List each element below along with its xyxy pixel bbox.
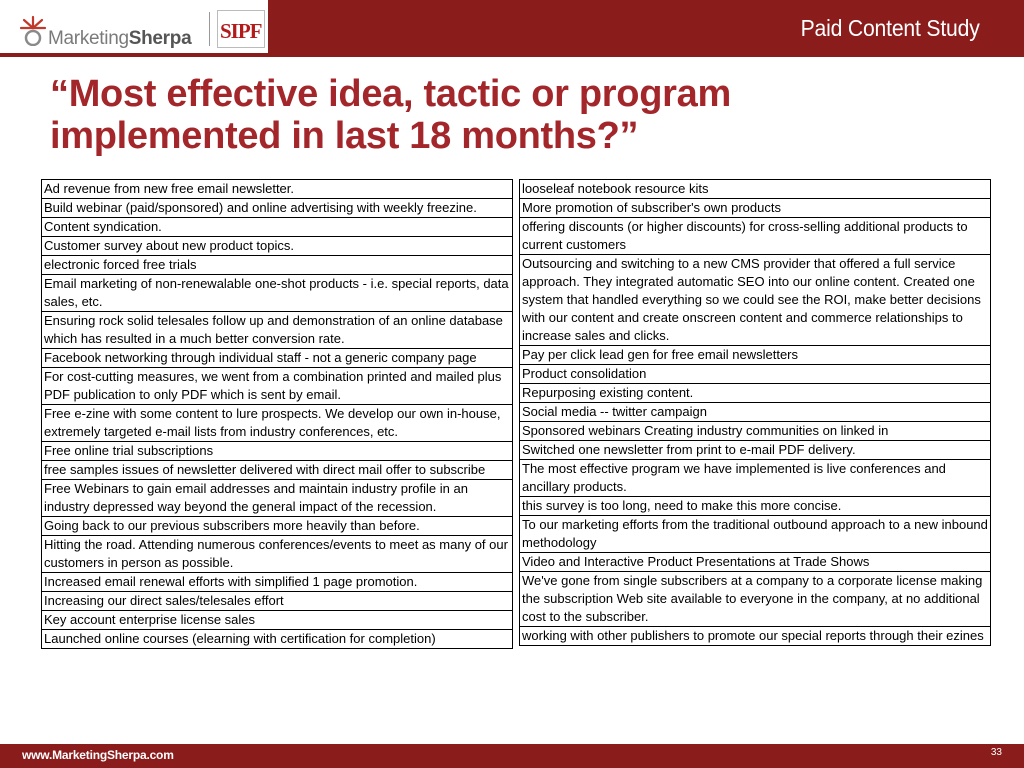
sunburst-logo-icon <box>18 14 48 46</box>
response-cell: Key account enterprise license sales <box>42 611 513 630</box>
table-row <box>520 497 991 516</box>
response-cell: Email marketing of non-renewalable one-shot products - i.e. special reports, data sales, etc. <box>42 275 513 312</box>
response-cell: Social media -- twitter campaign <box>520 403 991 422</box>
headline-line-1: “Most effective idea, tactic or program <box>50 73 731 115</box>
table-row <box>520 346 991 365</box>
table-row <box>520 218 991 255</box>
table-row <box>42 312 513 349</box>
marketingsherpa-logo <box>18 8 198 50</box>
table-row <box>42 275 513 312</box>
response-cell: electronic forced free trials <box>42 256 513 275</box>
table-row <box>42 349 513 368</box>
page-number: 33 <box>990 747 1002 758</box>
header-banner <box>268 0 1024 53</box>
table-row <box>520 460 991 497</box>
table-row <box>42 573 513 592</box>
study-title: Paid Content Study <box>800 15 980 41</box>
table-row <box>520 516 991 553</box>
table-row <box>42 199 513 218</box>
response-cell: We've gone from single subscribers at a company to a corporate license making the subscription Web site available to everyone in the company, at no additional cost to the subscriber. <box>520 572 991 627</box>
response-cell: Product consolidation <box>520 365 991 384</box>
table-row <box>520 403 991 422</box>
response-cell: Increasing our direct sales/telesales effort <box>42 592 513 611</box>
sipf-logo: SIPF <box>217 10 265 48</box>
table-row <box>42 256 513 275</box>
response-cell: Pay per click lead gen for free email newsletters <box>520 346 991 365</box>
response-cell: The most effective program we have implemented is live conferences and ancillary products. <box>520 460 991 497</box>
footer-bar <box>0 744 1024 768</box>
response-cell: Switched one newsletter from print to e-mail PDF delivery. <box>520 441 991 460</box>
table-row <box>42 442 513 461</box>
logo-wordmark: MarketingSherpa <box>48 28 192 49</box>
response-cell: Video and Interactive Product Presentations at Trade Shows <box>520 553 991 572</box>
table-row <box>42 611 513 630</box>
responses-table-right <box>519 179 991 646</box>
table-row <box>42 461 513 480</box>
response-cell: Facebook networking through individual staff - not a generic company page <box>42 349 513 368</box>
table-row <box>42 592 513 611</box>
table-row <box>520 384 991 403</box>
response-cell: Free online trial subscriptions <box>42 442 513 461</box>
table-row <box>42 218 513 237</box>
logo-divider <box>209 12 210 46</box>
table-row <box>42 480 513 517</box>
response-cell: Content syndication. <box>42 218 513 237</box>
response-cell: Launched online courses (elearning with certification for completion) <box>42 630 513 649</box>
response-cell: To our marketing efforts from the traditional outbound approach to a new inbound methodology <box>520 516 991 553</box>
table-row <box>42 368 513 405</box>
table-row <box>520 422 991 441</box>
response-cell: working with other publishers to promote our special reports through their ezines <box>520 627 991 646</box>
response-cell: Free Webinars to gain email addresses and maintain industry profile in an industry depressed way beyond the general impact of the recession. <box>42 480 513 517</box>
table-row <box>520 627 991 646</box>
response-cell: this survey is too long, need to make this more concise. <box>520 497 991 516</box>
response-cell: looseleaf notebook resource kits <box>520 180 991 199</box>
response-cell: Ensuring rock solid telesales follow up and demonstration of an online database which has resulted in a much better conversion rate. <box>42 312 513 349</box>
table-row <box>42 237 513 256</box>
responses-table-left <box>41 179 513 649</box>
table-row <box>42 536 513 573</box>
response-cell: Increased email renewal efforts with simplified 1 page promotion. <box>42 573 513 592</box>
table-row <box>520 572 991 627</box>
table-row <box>42 630 513 649</box>
table-row <box>520 199 991 218</box>
response-cell: Hitting the road. Attending numerous conferences/events to meet as many of our customers in person as possible. <box>42 536 513 573</box>
response-cell: More promotion of subscriber's own products <box>520 199 991 218</box>
table-row <box>520 255 991 346</box>
response-cell: For cost-cutting measures, we went from a combination printed and mailed plus PDF publication to only PDF which is sent by email. <box>42 368 513 405</box>
response-cell: Repurposing existing content. <box>520 384 991 403</box>
response-cell: Going back to our previous subscribers more heavily than before. <box>42 517 513 536</box>
response-cell: offering discounts (or higher discounts) for cross-selling additional products to current customers <box>520 218 991 255</box>
response-cell: Outsourcing and switching to a new CMS provider that offered a full service approach. They integrated automatic SEO into our online content. Created one system that handled everything so we could see the ROI, make better decisions with our content and create onscreen content and commerce relationships to increase sales and clicks. <box>520 255 991 346</box>
table-row <box>42 405 513 442</box>
footer-url: www.MarketingSherpa.com <box>22 748 174 762</box>
response-cell: Ad revenue from new free email newsletter. <box>42 180 513 199</box>
table-row <box>520 553 991 572</box>
table-row <box>520 180 991 199</box>
response-cell: Build webinar (paid/sponsored) and online advertising with weekly freezine. <box>42 199 513 218</box>
table-row <box>42 517 513 536</box>
header-bar <box>0 0 1024 57</box>
table-row <box>520 441 991 460</box>
response-cell: free samples issues of newsletter delivered with direct mail offer to subscribe <box>42 461 513 480</box>
table-row <box>520 365 991 384</box>
table-row <box>42 180 513 199</box>
response-cell: Customer survey about new product topics. <box>42 237 513 256</box>
headline-line-2: implemented in last 18 months?” <box>50 115 639 157</box>
response-cell: Sponsored webinars Creating industry communities on linked in <box>520 422 991 441</box>
slide-headline <box>50 73 990 157</box>
response-cell: Free e-zine with some content to lure prospects. We develop our own in-house, extremely targeted e-mail lists from industry conferences, etc. <box>42 405 513 442</box>
